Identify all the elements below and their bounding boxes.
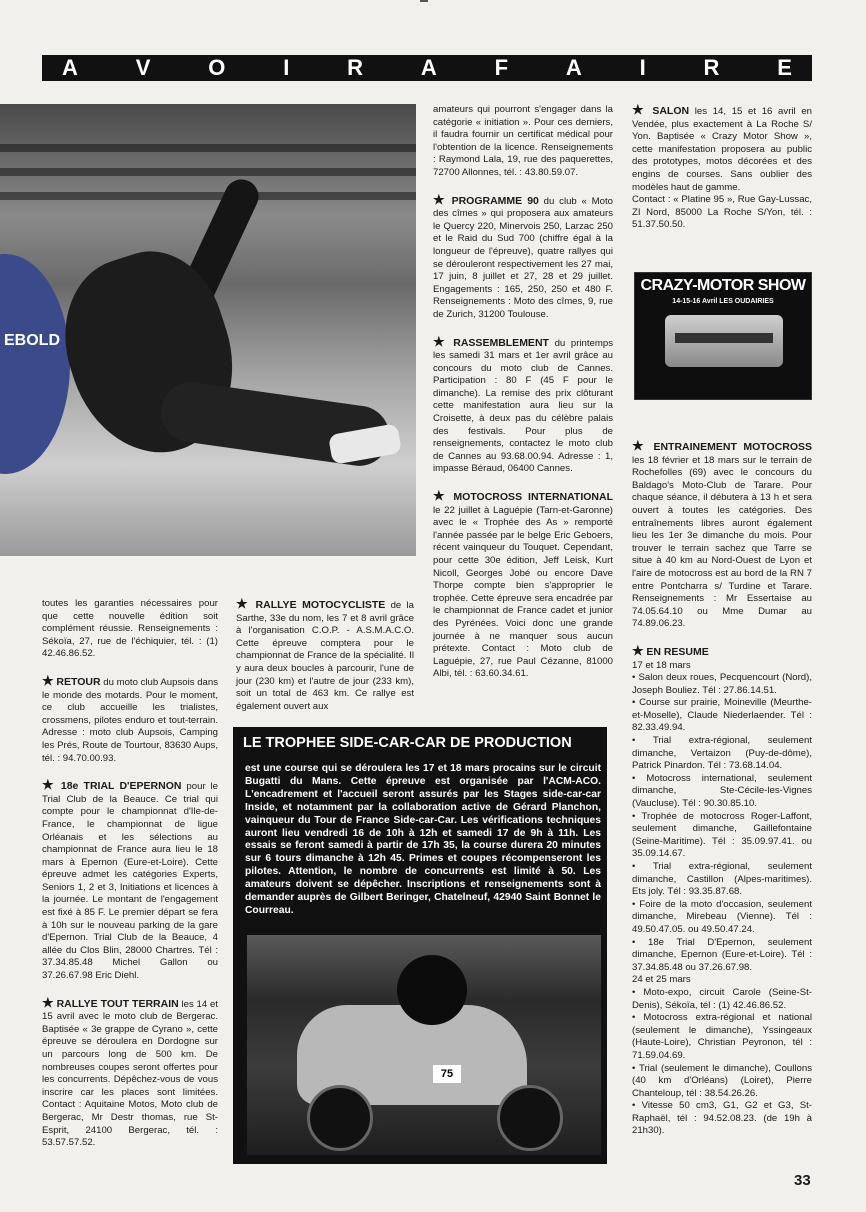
banner-letter: O: [208, 55, 226, 80]
article-heading: SALON: [652, 105, 690, 117]
banner-letter: R: [703, 55, 720, 80]
star-icon: ★: [236, 596, 251, 611]
list-item: • Motocross extra-régional et national (seulement le dimanche), Yssingeaux (Haute-Loire), Christian Peyronon, tél : 71.59.04.69.: [632, 1012, 812, 1061]
feature-title: LE TROPHEE SIDE-CAR-CAR DE PRODUCTION: [243, 735, 572, 751]
fairing-brand-text: EBOLD: [4, 332, 60, 349]
banner-letter: I: [283, 55, 290, 80]
list-item: • Trial extra-régional, seulement dimanche, Castillon (Alpes-maritimes). Ets joly. Tél : 93.35.87.68.: [632, 861, 812, 898]
article-entrainement: ★ ENTRAINEMENT MOTOCROSS les 18 février et 18 mars sur le terrain de Rochefolles (69) avec le concours du Baldago's Moto-Club de Tarare. Pour chaque séance, il débutera à 13 h et sera ouvert à toutes les catégories. Des entraînements libres auront également lieu les 1er 3e dimanche du mois. Pour trouver le terrain sachez que Tarre se situe à 40 km au Nord-Ouest de Lyon et l'aire de motocross est au bord de la RN 7 entre Pontcharra s/ Turdine et Tarare. Renseignements : Mr Essertaise au 74.05.64.10 ou Mme Dumar au 74.89.06.23.: [632, 438, 812, 630]
column-4-top: [632, 104, 812, 232]
article-heading: RALLYE TOUT TERRAIN: [56, 997, 179, 1010]
list-item: • Salon deux roues, Pecquencourt (Nord), Joseph Bouliez. Tél : 27.86.14.51.: [632, 672, 812, 696]
wheel-icon: [497, 1085, 563, 1151]
column-3: [433, 104, 613, 681]
page-number: 33: [794, 1172, 811, 1189]
article-programme: ★ PROGRAMME 90 du club « Moto des cîmes » qui proposera aux amateurs le Quercy 220, Minervois 250, Larzac 250 et le Raid du Sud 700 (chiffre égal à la longueur de l'épreuve), quatre rallyes qui se dérouleront respectivement les 27 mai, 17 juin, 8 juillet et 27, 28 et 29 juillet. Engagements : 165, 250, 250 et 480 F. Renseignements : Moto des cîmes, 9, rue de Zurich, 31200 Toulouse.: [433, 191, 613, 320]
list-item: • Motocross international, seulement dimanche, Ste-Cécile-les-Vignes (Vaucluse). Tél : 90.30.85.10.: [632, 772, 812, 810]
sidecar-feature-box: [233, 727, 607, 1164]
top-mark: [420, 0, 428, 2]
list-item: • Moto-expo, circuit Carole (Seine-St-Denis), Sékoïa, tél : (1) 42.46.86.52.: [632, 986, 812, 1011]
list-item: • 18e Trial D'Epernon, seulement dimanche, Epernon (Eure-et-Loire). Tél : 37.34.85.48 ou 37.26.67.98.: [632, 936, 812, 973]
list-item: • Trial extra-régional, seulement dimanche, Vertaizon (Puy-de-dôme), Patrick Pinardon. Tél : 73.68.14.04.: [632, 735, 812, 772]
star-icon: ★: [433, 191, 447, 207]
section-banner: [42, 55, 812, 81]
star-icon: ★: [42, 777, 56, 793]
article-heading: MOTOCROSS INTERNATIONAL: [453, 491, 613, 504]
star-icon: ★: [632, 438, 648, 453]
banner-letter: I: [639, 55, 646, 80]
rider-helmet: [397, 955, 467, 1025]
article-heading: RASSEMBLEMENT: [453, 336, 549, 349]
article-heading: EN RESUME: [646, 645, 709, 658]
article-resume-heading: [632, 642, 812, 660]
feature-text: est une course qui se déroulera les 17 et 18 mars procains sur le circuit Bugatti du Mans. Cette épreuve est organisée par l'ACM-ACO. L'encadrement et l'accueil seront assurés par les Stages side-car-car Inside, et notamment par la collaboration active de Gérard Planchon, vainqueur du Tour de France Side-car-Car. Les vérifications techniques auront lieu vendredi 16 de 10h à 12h et samedi 17 de 9h à 11h. Les essais se feront samedi à partir de 17h 35, la course durera 20 minutes sur 6 tours dimanche à 12h 45. Primes et coupes récompenseront les pilotes. Attention, le nombre de concurrents est limité à 50. Les amateurs doivent se dépêcher. Inscriptions et renseignements sont à demander auprès de Gilbert Beringer, Chatelneuf, 42940 Saint Bonnet le Courreau.: [245, 763, 601, 916]
paragraph: toutes les garanties nécessaires pour que cette nouvelle édition soit complément réussie. Renseignements : Sékoïa, 27, rue de l'échiquier, tél. : (1) 42.46.86.52.: [42, 598, 218, 660]
list-item: • Trial (seulement le dimanche), Coullons (40 km d'Orléans) (Loiret), Pierre Chanteloup, tél : 38.54.26.26.: [632, 1062, 812, 1099]
article-trial: ★ 18e TRIAL D'EPERNON pour le Trial Club de la Beauce. Ce trial qui compte pour le championnat d'Ile-de-France, le championnat de ligue Orléanais et les sélections au championnat de France aura lieu le 18 mars à Epernon (Eure-et-Loire). Cette épreuve admet les catégories Experts, Seniors 1, 2 et 3, Initiations et licences à la journée. Le montant de l'engagement est fixé à 85 F. Le premier départ se fera à 10h sur le nouveau parking de la gare d'Epernon. Trial Club de la Beauce, 4 allée du Clos Blin, 28000 Chartres. Tél : 37.34.85.48 Michel Gallon ou 37.26.67.98 Eric Diehl.: [42, 777, 218, 982]
sidecar-photo: [247, 935, 601, 1155]
wheel-icon: [307, 1085, 373, 1151]
poster-title: CRAZY-MOTOR SHOW: [640, 277, 806, 294]
article-rallye-moto: ★ RALLYE MOTOCYCLISTE de la Sarthe, 33e du nom, les 7 et 8 avril grâce à l'organisation C.O.P. - A.S.M.A.C.O. Cette épreuve comptera pour le championnat de France de la spécialité. Il y aura deux boucles à parcourir, l'une de jour (230 km) et l'autre de jour (233 km), soit un total de 463 km. Ce rallye est également ouvert aux: [236, 596, 414, 712]
article-heading: 18e TRIAL D'EPERNON: [60, 780, 182, 793]
banner-letter: V: [135, 55, 151, 80]
list-item: 24 et 25 mars: [632, 974, 691, 986]
list-item: 17 et 18 mars: [632, 659, 691, 671]
banner-letter: E: [777, 55, 792, 80]
list-item: • Vitesse 50 cm3, G1, G2 et G3, St-Raphaël, tél : 94.52.08.23. (de 19h à 21h30).: [632, 1100, 812, 1137]
motorcycle-fairing: [0, 254, 70, 474]
banner-letter: A: [420, 55, 437, 80]
star-icon: ★: [42, 994, 54, 1010]
banner-letter: A: [565, 55, 582, 80]
banner-letter: R: [347, 55, 364, 80]
star-icon: ★: [632, 642, 644, 658]
poster-car-image: [665, 315, 783, 367]
article-heading: RALLYE MOTOCYCLISTE: [255, 599, 386, 611]
list-item: • Trophée de motocross Roger-Laffont, seulement dimanche, Gaillefontaine (Seine-Maritime). Tél : 35.09.97.41. ou 35.09.14.67.: [632, 810, 812, 860]
article-heading: RETOUR: [56, 675, 101, 688]
article-rallye-tt: ★ RALLYE TOUT TERRAIN les 14 et 15 avril avec le moto club de Bergerac. Baptisée « 3e grappe de Cyrano », cette épreuve se déroulera en Dordogne sur un parcours long de 500 km. De nombreuses coupes seront offertes pour les concurrents. Dépêchez-vous de vous inscrire car les places sont limitées. Contact : Aquitaine Motos, Moto club de Bergerac, Mr Destr thomas, rue St-Esprit, 24100 Bergerac, tél. : 53.57.57.52.: [42, 994, 218, 1149]
crazy-motor-show-poster: [634, 272, 812, 400]
poster-subtitle: 14-15-16 Avril LES OUDAIRIES: [672, 298, 774, 305]
resume-list: [632, 660, 812, 1139]
star-icon: ★: [632, 102, 647, 117]
banner-letter: F: [494, 55, 509, 80]
list-item: • Course sur prairie, Moineville (Meurthe-et-Moselle), Claude Niederlaender. Tél : 82.33.49.94.: [632, 697, 812, 734]
banner-letter: A: [62, 55, 78, 80]
column-4-bottom: [632, 440, 812, 1138]
article-heading: PROGRAMME 90: [451, 194, 539, 207]
column-1: [42, 598, 218, 1164]
list-item: • Foire de la moto d'occasion, seulement dimanche, Mirebeau (Vienne). Tél : 49.50.47.05. ou 49.50.47.24.: [632, 898, 812, 935]
article-rassemblement: ★ RASSEMBLEMENT du printemps les samedi 31 mars et 1er avril grâce au concours du moto club de Cannes. Participation : 80 F (45 F pour le dimanche). La remise des prix clôturant cette manifestation aura lieu sur la Croisette, à deux pas du célèbre palais des festivals. Pour plus de renseignements, contactez le moto club de Cannes au 93.68.00.94. Adresse : 1, impasse Béraud, 06400 Cannes.: [433, 333, 613, 475]
article-retour: ★ RETOUR du moto club Aupsois dans le monde des motards. Pour le moment, ce club accueille les trialistes, crossmens, pilotes enduro et tout-terrain. Adresse : moto club Aupsois, Camping les Prés, Route de Tourtour, 83630 Aups, tél. : 94.70.00.93.: [42, 672, 219, 764]
crash-photo: [0, 104, 416, 556]
column-2: [236, 598, 414, 727]
article-salon: ★ SALON les 14, 15 et 16 avril en Vendée, plus exactement à La Roche S/ Yon. Baptisée « Crazy Motor Show », cette manifestation proposera au public des prototypes, motos décorées et des engins de courses. Sans oublier des modèles haut de gamme.: [632, 102, 812, 193]
paragraph: amateurs qui pourront s'engager dans la catégorie « initiation ». Pour ces derniers, il faudra fournir un certificat médical pour l'obtention de la licence. Renseignements : Raymond Lala, 19, rue des paquerettes, 72700 Allonnes, tél. : 43.80.59.07.: [433, 104, 613, 178]
salon-contact: Contact : « Platine 95 », Rue Gay-Lussac, ZI Nord, 85000 La Roche S/Yon, tél. : 51.37.50.50.: [632, 194, 812, 231]
article-heading: ENTRAINEMENT MOTOCROSS: [653, 441, 812, 453]
star-icon: ★: [433, 333, 448, 349]
article-motocross: ★ MOTOCROSS INTERNATIONAL le 22 juillet à Laguépie (Tarn-et-Garonne) avec le « Trophée des As » remporté l'année passée par le belge Eric Geboers, récent vainqueur du Touquet. Cependant, pour cette 30e édition, Jeff Leisk, Kurt Nicoll, Georges Jobé ou encore Dave Thorpe compte bien s'approprier le trophée. Cette épreuve sera encadrée par le championnat de France cadet et junior des Pyrénées. Voici donc une grande journée à ne manquer sous aucun prétexte. Contact : Moto club de Laguépie, 27, rue Paul Cézanne, 81000 Albi, tél. : 63.60.34.61.: [433, 488, 613, 680]
star-icon: ★: [433, 488, 448, 504]
race-number-plate: 75: [433, 1065, 461, 1083]
star-icon: ★: [42, 672, 54, 688]
